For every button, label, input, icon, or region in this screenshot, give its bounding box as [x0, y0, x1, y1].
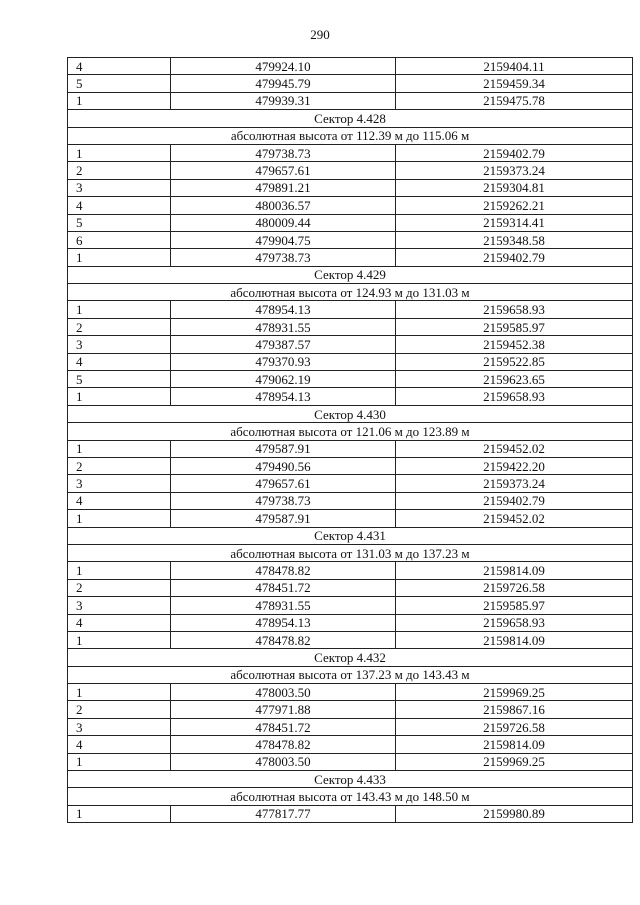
table-row — [68, 58, 633, 75]
x-coordinate-cell: 479062.19 — [171, 371, 396, 388]
y-coordinate-cell: 2159623.65 — [396, 371, 633, 388]
point-number-cell: 5 — [68, 214, 171, 231]
point-number-cell: 4 — [68, 353, 171, 370]
point-number-cell: 3 — [68, 179, 171, 196]
x-coordinate-cell: 479939.31 — [171, 92, 396, 109]
x-coordinate-cell: 478931.55 — [171, 318, 396, 335]
x-coordinate-cell: 478478.82 — [171, 631, 396, 648]
y-coordinate-cell: 2159402.79 — [396, 249, 633, 266]
x-coordinate-cell: 480036.57 — [171, 197, 396, 214]
y-coordinate-cell: 2159422.20 — [396, 457, 633, 474]
table-row — [68, 805, 633, 822]
point-number-cell: 1 — [68, 562, 171, 579]
table-row — [68, 144, 633, 161]
x-coordinate-cell: 478931.55 — [171, 597, 396, 614]
y-coordinate-cell: 2159658.93 — [396, 388, 633, 405]
table-row — [68, 162, 633, 179]
x-coordinate-cell: 479891.21 — [171, 179, 396, 196]
table-row — [68, 718, 633, 735]
table-row — [68, 475, 633, 492]
table-row — [68, 701, 633, 718]
point-number-cell: 1 — [68, 92, 171, 109]
y-coordinate-cell: 2159969.25 — [396, 753, 633, 770]
table-row — [68, 197, 633, 214]
x-coordinate-cell: 479587.91 — [171, 440, 396, 457]
x-coordinate-cell: 479490.56 — [171, 457, 396, 474]
table-row — [68, 353, 633, 370]
y-coordinate-cell: 2159452.02 — [396, 510, 633, 527]
x-coordinate-cell: 478451.72 — [171, 579, 396, 596]
y-coordinate-cell: 2159402.79 — [396, 144, 633, 161]
point-number-cell: 5 — [68, 75, 171, 92]
sector-title: Сектор 4.433 — [68, 771, 633, 788]
table-row — [68, 631, 633, 648]
point-number-cell: 1 — [68, 388, 171, 405]
x-coordinate-cell: 479657.61 — [171, 162, 396, 179]
x-coordinate-cell: 477817.77 — [171, 805, 396, 822]
table-row — [68, 75, 633, 92]
table-row — [68, 579, 633, 596]
y-coordinate-cell: 2159726.58 — [396, 718, 633, 735]
point-number-cell: 3 — [68, 718, 171, 735]
table-row — [68, 179, 633, 196]
y-coordinate-cell: 2159969.25 — [396, 684, 633, 701]
point-number-cell: 4 — [68, 492, 171, 509]
point-number-cell: 2 — [68, 162, 171, 179]
sector-title: Сектор 4.428 — [68, 110, 633, 127]
x-coordinate-cell: 479657.61 — [171, 475, 396, 492]
y-coordinate-cell: 2159980.89 — [396, 805, 633, 822]
point-number-cell: 1 — [68, 805, 171, 822]
x-coordinate-cell: 479370.93 — [171, 353, 396, 370]
sector-altitude: абсолютная высота от 131.03 м до 137.23 м — [68, 544, 633, 561]
point-number-cell: 1 — [68, 684, 171, 701]
x-coordinate-cell: 479924.10 — [171, 58, 396, 75]
y-coordinate-cell: 2159459.34 — [396, 75, 633, 92]
y-coordinate-cell: 2159814.09 — [396, 736, 633, 753]
coordinates-table-body — [68, 58, 633, 823]
x-coordinate-cell: 479587.91 — [171, 510, 396, 527]
x-coordinate-cell: 480009.44 — [171, 214, 396, 231]
table-row — [68, 562, 633, 579]
y-coordinate-cell: 2159373.24 — [396, 475, 633, 492]
sector-altitude: абсолютная высота от 124.93 м до 131.03 м — [68, 284, 633, 301]
x-coordinate-cell: 479904.75 — [171, 231, 396, 248]
sector-title: Сектор 4.432 — [68, 649, 633, 666]
sector-altitude-row — [68, 284, 633, 301]
y-coordinate-cell: 2159658.93 — [396, 301, 633, 318]
sector-altitude: абсолютная высота от 121.06 м до 123.89 м — [68, 423, 633, 440]
y-coordinate-cell: 2159522.85 — [396, 353, 633, 370]
x-coordinate-cell: 478954.13 — [171, 614, 396, 631]
table-row — [68, 371, 633, 388]
x-coordinate-cell: 478003.50 — [171, 753, 396, 770]
y-coordinate-cell: 2159304.81 — [396, 179, 633, 196]
table-row — [68, 336, 633, 353]
y-coordinate-cell: 2159262.21 — [396, 197, 633, 214]
x-coordinate-cell: 478954.13 — [171, 301, 396, 318]
sector-header-row — [68, 110, 633, 127]
point-number-cell: 2 — [68, 318, 171, 335]
y-coordinate-cell: 2159814.09 — [396, 631, 633, 648]
sector-header-row — [68, 527, 633, 544]
table-row — [68, 214, 633, 231]
y-coordinate-cell: 2159867.16 — [396, 701, 633, 718]
y-coordinate-cell: 2159658.93 — [396, 614, 633, 631]
x-coordinate-cell: 479945.79 — [171, 75, 396, 92]
sector-header-row — [68, 266, 633, 283]
table-row — [68, 318, 633, 335]
table-row — [68, 684, 633, 701]
sector-altitude: абсолютная высота от 137.23 м до 143.43 м — [68, 666, 633, 683]
table-row — [68, 492, 633, 509]
point-number-cell: 4 — [68, 197, 171, 214]
x-coordinate-cell: 477971.88 — [171, 701, 396, 718]
table-row — [68, 753, 633, 770]
table-row — [68, 736, 633, 753]
point-number-cell: 1 — [68, 440, 171, 457]
x-coordinate-cell: 479738.73 — [171, 144, 396, 161]
y-coordinate-cell: 2159314.41 — [396, 214, 633, 231]
table-row — [68, 440, 633, 457]
point-number-cell: 1 — [68, 301, 171, 318]
y-coordinate-cell: 2159404.11 — [396, 58, 633, 75]
y-coordinate-cell: 2159585.97 — [396, 318, 633, 335]
point-number-cell: 1 — [68, 249, 171, 266]
sector-altitude-row — [68, 544, 633, 561]
y-coordinate-cell: 2159814.09 — [396, 562, 633, 579]
point-number-cell: 5 — [68, 371, 171, 388]
x-coordinate-cell: 479738.73 — [171, 249, 396, 266]
table-row — [68, 597, 633, 614]
coordinates-table — [67, 57, 633, 823]
point-number-cell: 1 — [68, 753, 171, 770]
point-number-cell: 4 — [68, 614, 171, 631]
sector-altitude-row — [68, 666, 633, 683]
x-coordinate-cell: 479738.73 — [171, 492, 396, 509]
y-coordinate-cell: 2159585.97 — [396, 597, 633, 614]
table-row — [68, 457, 633, 474]
table-row — [68, 92, 633, 109]
table-row — [68, 510, 633, 527]
sector-title: Сектор 4.430 — [68, 405, 633, 422]
point-number-cell: 4 — [68, 736, 171, 753]
sector-altitude: абсолютная высота от 112.39 м до 115.06 м — [68, 127, 633, 144]
x-coordinate-cell: 478478.82 — [171, 562, 396, 579]
point-number-cell: 4 — [68, 58, 171, 75]
point-number-cell: 1 — [68, 510, 171, 527]
sector-altitude-row — [68, 127, 633, 144]
y-coordinate-cell: 2159475.78 — [396, 92, 633, 109]
y-coordinate-cell: 2159348.58 — [396, 231, 633, 248]
sector-altitude-row — [68, 423, 633, 440]
y-coordinate-cell: 2159373.24 — [396, 162, 633, 179]
table-row — [68, 249, 633, 266]
x-coordinate-cell: 478954.13 — [171, 388, 396, 405]
point-number-cell: 3 — [68, 597, 171, 614]
point-number-cell: 2 — [68, 579, 171, 596]
sector-header-row — [68, 405, 633, 422]
table-row — [68, 301, 633, 318]
sector-title: Сектор 4.431 — [68, 527, 633, 544]
x-coordinate-cell: 478003.50 — [171, 684, 396, 701]
y-coordinate-cell: 2159452.02 — [396, 440, 633, 457]
x-coordinate-cell: 478451.72 — [171, 718, 396, 735]
sector-altitude-row — [68, 788, 633, 805]
point-number-cell: 3 — [68, 336, 171, 353]
point-number-cell: 2 — [68, 457, 171, 474]
sector-title: Сектор 4.429 — [68, 266, 633, 283]
sector-header-row — [68, 649, 633, 666]
sector-altitude: абсолютная высота от 143.43 м до 148.50 м — [68, 788, 633, 805]
point-number-cell: 6 — [68, 231, 171, 248]
point-number-cell: 2 — [68, 701, 171, 718]
x-coordinate-cell: 478478.82 — [171, 736, 396, 753]
table-row — [68, 231, 633, 248]
table-row — [68, 614, 633, 631]
point-number-cell: 1 — [68, 144, 171, 161]
point-number-cell: 1 — [68, 631, 171, 648]
sector-header-row — [68, 771, 633, 788]
table-row — [68, 388, 633, 405]
y-coordinate-cell: 2159726.58 — [396, 579, 633, 596]
y-coordinate-cell: 2159402.79 — [396, 492, 633, 509]
page-number: 290 — [310, 27, 330, 42]
x-coordinate-cell: 479387.57 — [171, 336, 396, 353]
point-number-cell: 3 — [68, 475, 171, 492]
y-coordinate-cell: 2159452.38 — [396, 336, 633, 353]
